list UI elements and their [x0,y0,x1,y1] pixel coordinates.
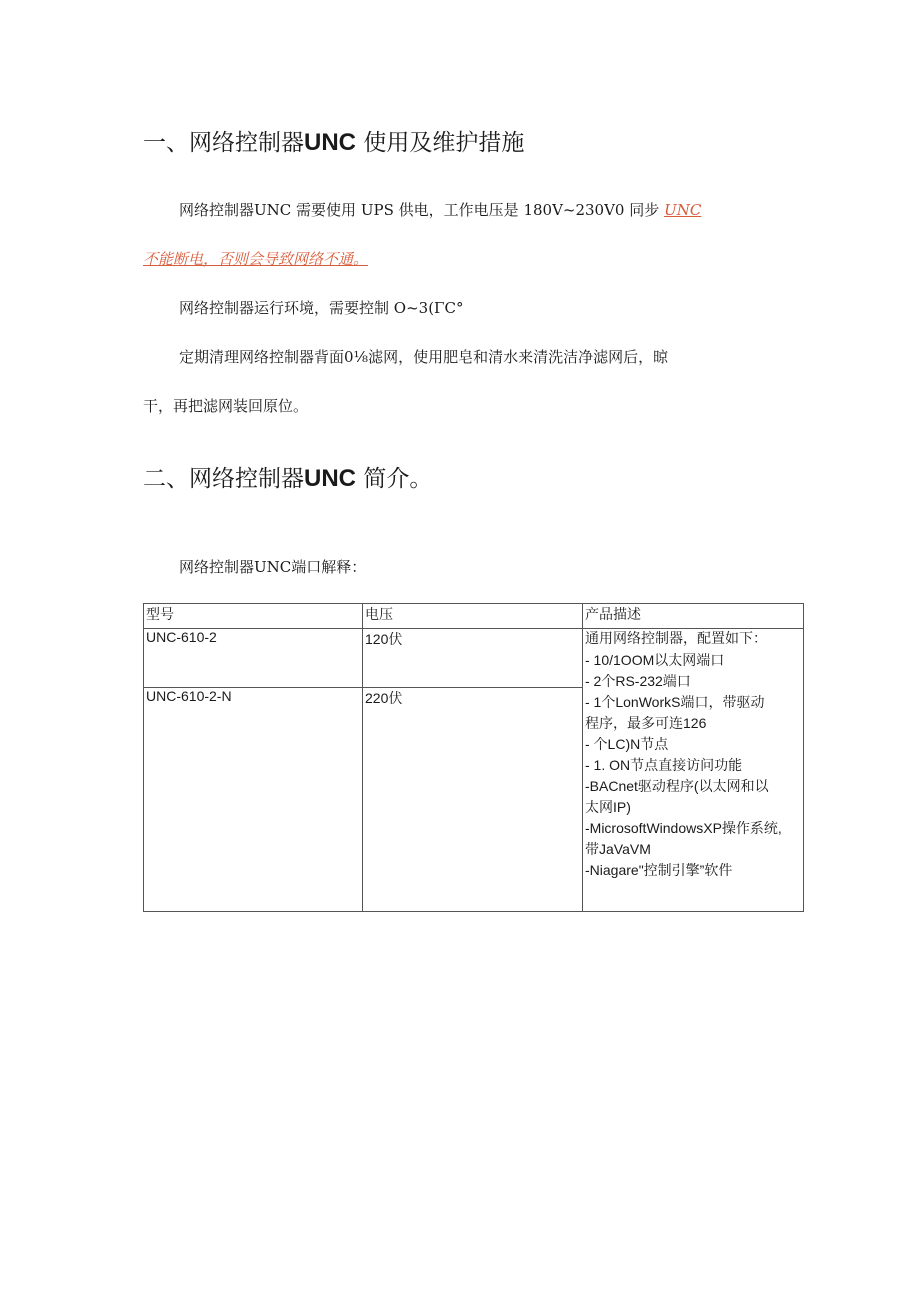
warning-text: 不能断电，否则会导致网络不通。 [143,250,369,268]
table-header-row [144,604,804,629]
cell-voltage: 220伏 [363,688,583,912]
desc-line: - 10/1OOM以太网端口 [585,652,725,668]
model-spec-table [143,603,804,912]
section-heading-2: 二、网络控制器UNC 简介。 [143,465,433,492]
section-heading-1: 一、网络控制器UNC 使用及维护措施 [143,129,525,156]
desc-line: - 1个LonWorkS端口，带驱动 [585,694,765,710]
desc-line: 太网IP) [585,799,631,815]
desc-line: -MicrosoftWindowsXP操作系统, [585,820,782,836]
heading-brand: UNC [304,465,356,492]
cell-model: UNC-610-2-N [144,688,363,912]
paragraph-filter-line2: 干，再把滤网装回原位。 [143,397,309,415]
warning-text-start: UNC [664,201,702,219]
desc-line: -Niagare"控制引擎”软件 [585,862,733,878]
table-row [144,629,804,688]
desc-line: 通用网络控制器，配置如下： [585,631,767,647]
cell-model: UNC-610-2 [144,629,363,688]
desc-line: - 个LC)N节点 [585,736,669,752]
header-voltage: 电压 [363,604,583,629]
desc-line: 带JaVaVM [585,841,651,857]
paragraph-power-line1: 网络控制器UNC 需要使用 UPS 供电，工作电压是 180V~230V0 同步 UNC [179,201,702,219]
desc-line: 程序，最多可连126 [585,715,707,731]
desc-line: - 2个RS-232端口 [585,673,691,689]
table-intro: 网络控制器UNC端口解释： [179,558,367,576]
paragraph-environment: 网络控制器运行环境，需要控制 O~3(ΓC° [179,299,464,317]
cell-description [583,629,804,912]
desc-line: - 1. ON节点直接访问功能 [585,757,743,773]
header-model: 型号 [144,604,363,629]
header-description: 产品描述 [583,604,804,629]
desc-line: -BACnet驱动程序(以太网和以 [585,778,769,794]
heading-brand: UNC [304,129,356,156]
paragraph-filter-line1: 定期清理网络控制器背面0⅛滤网，使用肥皂和清水来清洗洁净滤网后，晾 [179,348,669,366]
cell-voltage: 120伏 [363,629,583,688]
